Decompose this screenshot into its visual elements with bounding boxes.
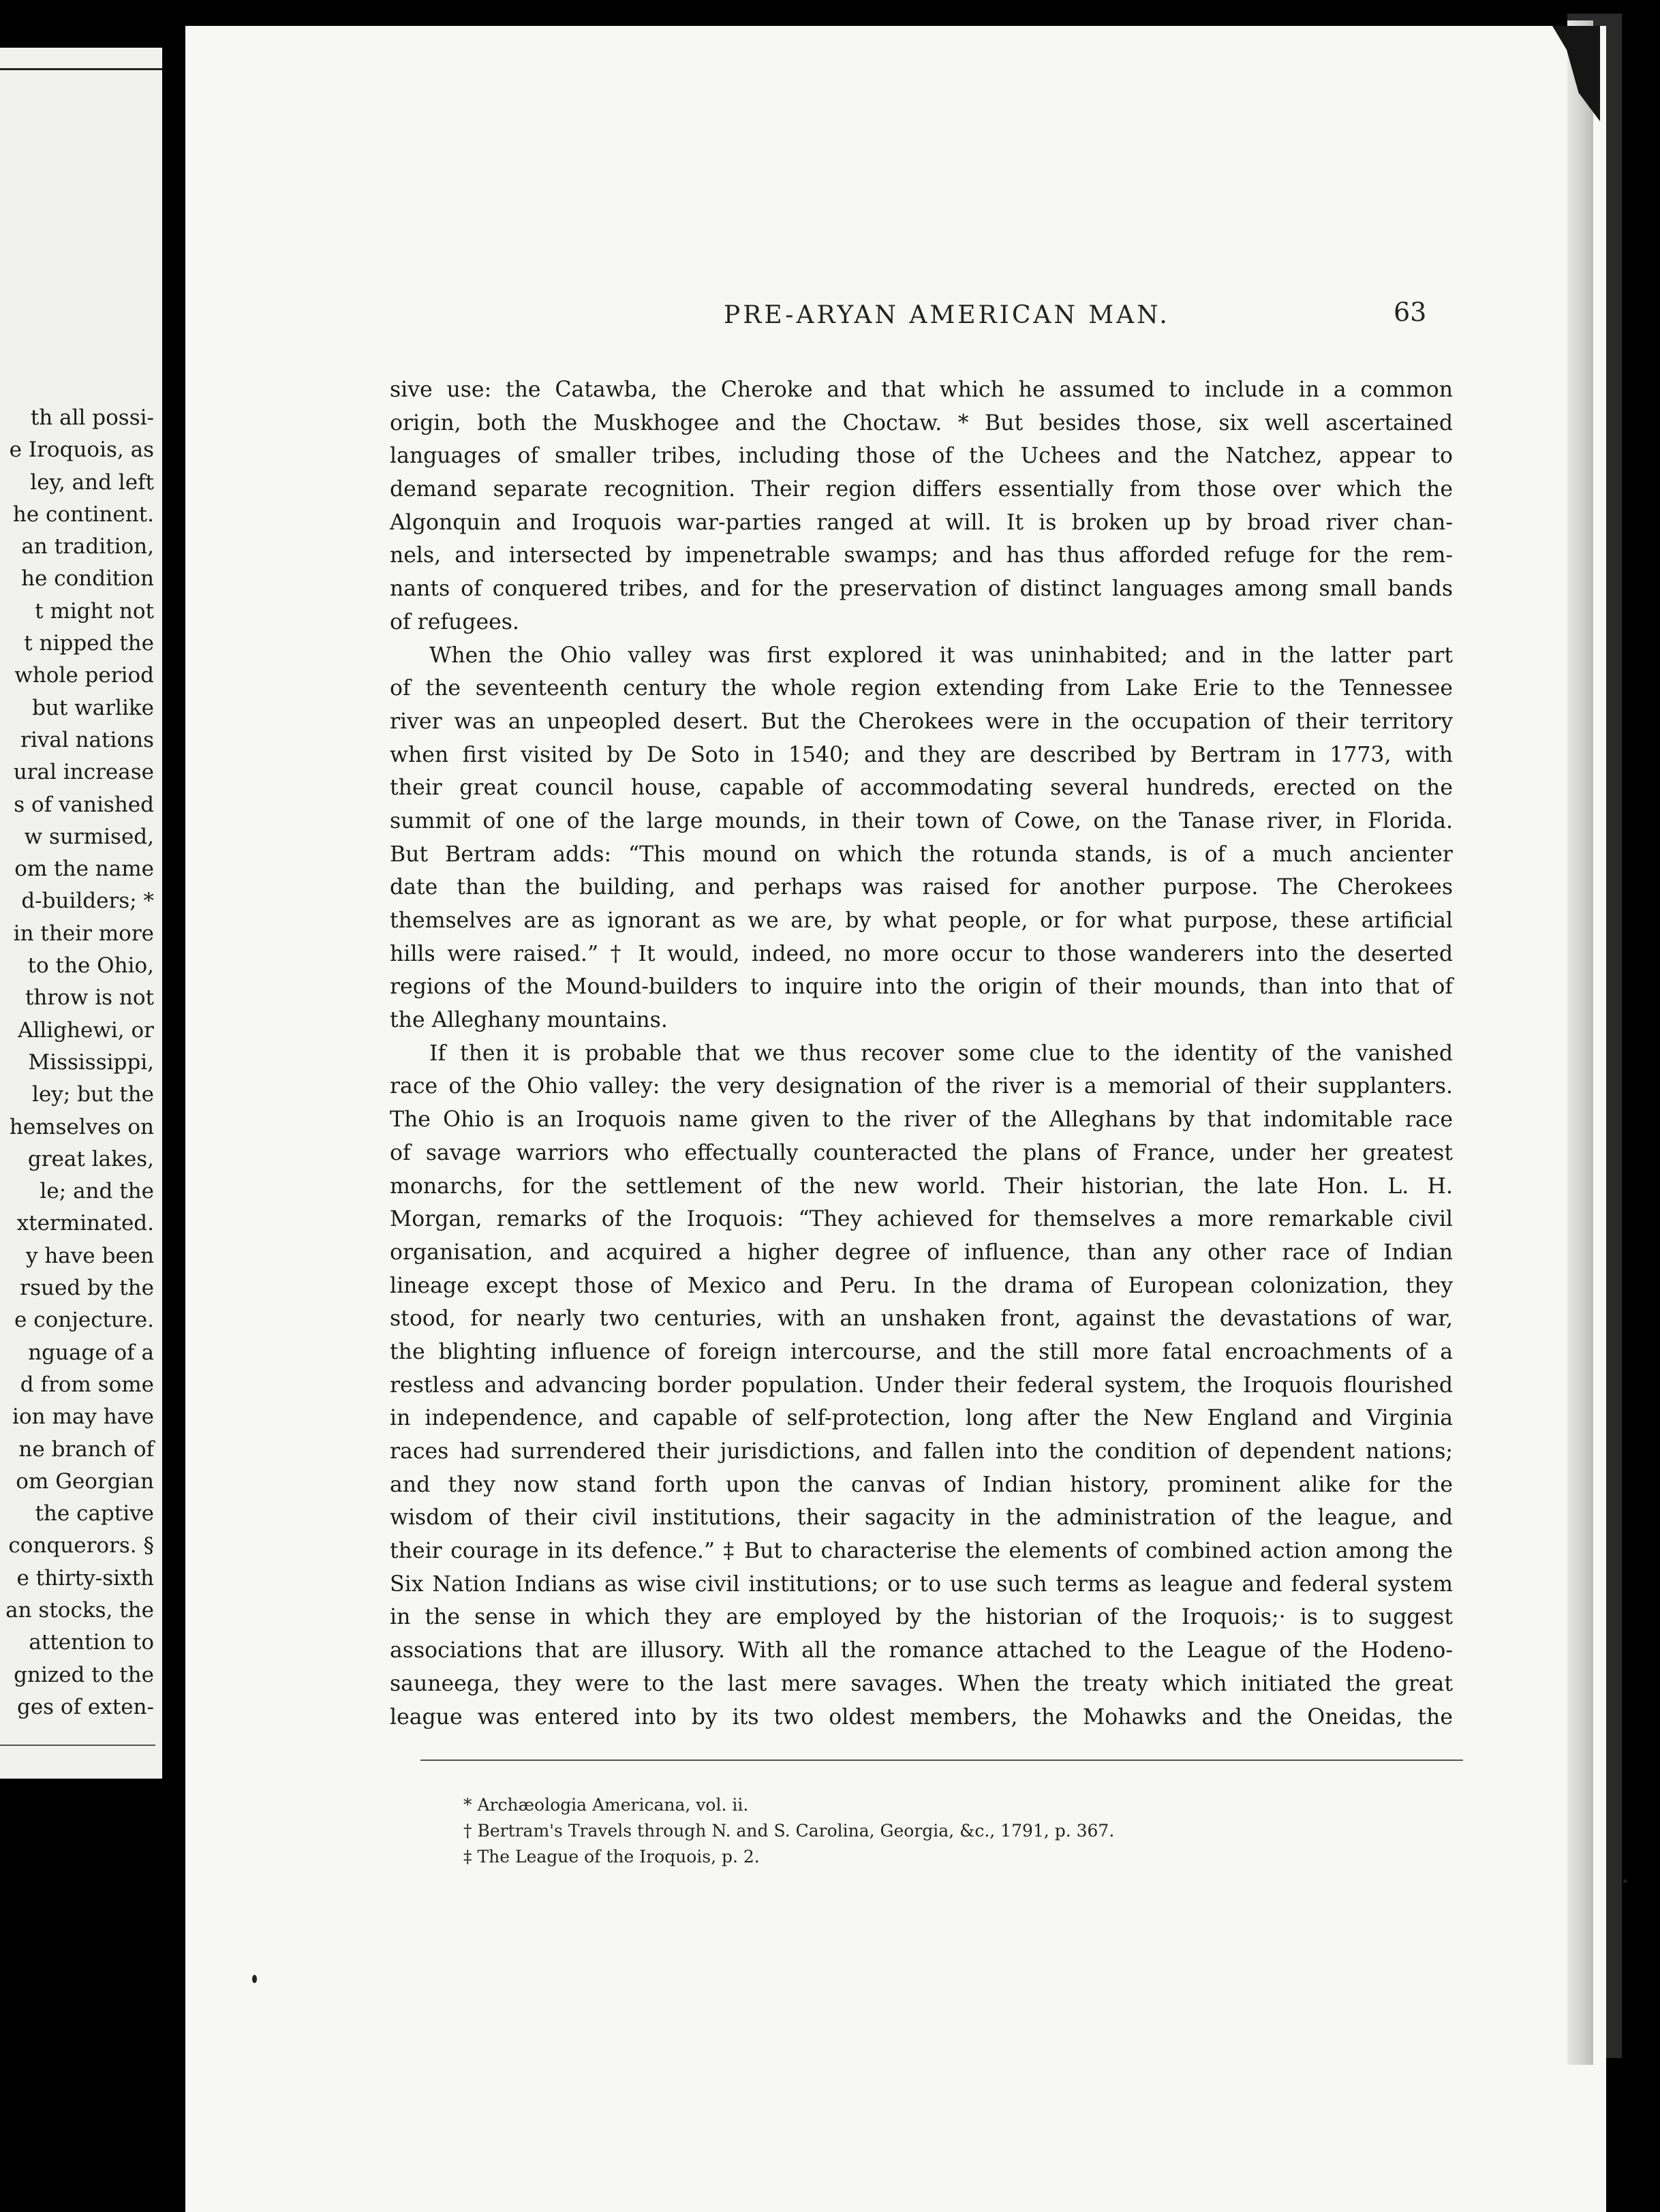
left-page-line: an stocks, the: [5, 1597, 154, 1623]
left-page-line: y have been: [25, 1243, 154, 1268]
text-line: race of the Ohio valley: the very designation of the river is a memorial of their supplanters.: [390, 1074, 1453, 1099]
text-line: stood, for nearly two centuries, with an unshaken front, against the devastations of war,: [390, 1306, 1453, 1332]
left-facing-page: [0, 48, 162, 1779]
left-page-line: d-builders; *: [21, 889, 154, 914]
left-page-line: om the name: [14, 857, 154, 882]
text-line: associations that are illusory. With all the romance attached to the League of the Hodeno-: [390, 1638, 1453, 1663]
left-page-line: great lakes,: [27, 1146, 154, 1171]
text-line: of savage warriors who effectually counteracted the plans of France, under her greatest: [390, 1140, 1453, 1165]
text-line: of the seventeenth century the whole region extending from Lake Erie to the Tennessee: [390, 676, 1453, 701]
left-page-line: d from some: [20, 1372, 154, 1397]
text-line: restless and advancing border population. Under their federal system, the Iroquois flourished: [390, 1372, 1453, 1398]
text-line: nels, and intersected by impenetrable swamps; and has thus afforded refuge for the rem-: [390, 543, 1453, 568]
left-page-line: ley; but the: [32, 1082, 154, 1107]
text-line: monarchs, for the settlement of the new world. Their historian, the late Hon. L. H.: [390, 1173, 1453, 1199]
page-number: 63: [1394, 297, 1427, 327]
left-page-line: w surmised,: [24, 824, 154, 849]
left-page-line: whole period: [14, 663, 154, 688]
left-page-line: attention to: [29, 1630, 154, 1655]
text-line: origin, both the Muskhogee and the Choctaw. * But besides those, six well ascertained: [390, 410, 1453, 435]
left-page-text: [0, 402, 154, 1723]
footnote: † Bertram's Travels through N. and S. Carolina, Georgia, &c., 1791, p. 367.: [463, 1821, 1115, 1841]
text-line: their courage in its defence.” ‡ But to characterise the elements of combined action among the: [390, 1539, 1453, 1564]
ink-speck: [1623, 1879, 1627, 1883]
text-line: their great council house, capable of accommodating several hundreds, erected on the: [390, 775, 1453, 801]
text-line: themselves are as ignorant as we are, by what people, or for what purpose, these artificial: [390, 908, 1453, 933]
text-line: the blighting influence of foreign intercourse, and the still more fatal encroachments of a: [390, 1339, 1453, 1364]
left-page-line: le; and the: [40, 1179, 154, 1204]
left-page-line: he condition: [21, 566, 154, 592]
text-line: lineage except those of Mexico and Peru. In the drama of European colonization, they: [390, 1273, 1453, 1298]
text-line: and they now stand forth upon the canvas of Indian history, prominent alike for the: [390, 1472, 1453, 1497]
footnote-rule: [420, 1760, 1463, 1761]
left-page-line: hemselves on: [9, 1114, 154, 1139]
text-line: If then it is probable that we thus recover some clue to the identity of the vanished: [429, 1041, 1453, 1066]
text-line: the Alleghany mountains.: [390, 1008, 668, 1033]
ink-speck: [252, 1975, 257, 1983]
page-edge-line: [0, 68, 162, 70]
text-line: summit of one of the large mounds, in their town of Cowe, on the Tanase river, in Florida.: [390, 808, 1453, 833]
left-page-line: to the Ohio,: [27, 953, 154, 979]
text-line: league was entered into by its two oldest members, the Mohawks and the Oneidas, the: [390, 1704, 1453, 1730]
text-line: But Bertram adds: “This mound on which the rotunda stands, is of a much ancienter: [390, 842, 1453, 867]
left-page-line: throw is not: [25, 985, 154, 1011]
left-footnote-rule: [0, 1745, 155, 1746]
left-page-line: the captive: [35, 1501, 154, 1526]
left-page-line: he continent.: [12, 502, 154, 527]
text-line: sauneega, they were to the last mere savages. When the treaty which initiated the great: [390, 1671, 1453, 1696]
left-page-line: ne branch of: [18, 1437, 154, 1462]
text-line: wisdom of their civil institutions, their sagacity in the administration of the league, and: [390, 1505, 1453, 1531]
left-page-line: in their more: [13, 921, 154, 946]
left-page-line: ural increase: [13, 760, 154, 785]
left-page-line: nguage of a: [28, 1340, 154, 1365]
text-line: river was an unpeopled desert. But the Cherokees were in the occupation of their territory: [390, 709, 1453, 734]
text-line: The Ohio is an Iroquois name given to the river of the Alleghans by that indomitable race: [390, 1107, 1453, 1133]
text-line: demand separate recognition. Their region differs essentially from those over which the: [390, 477, 1453, 502]
left-page-line: e thirty-sixth: [16, 1565, 154, 1591]
body-text: [390, 373, 1453, 1734]
footnote: * Archæologia Americana, vol. ii.: [463, 1795, 749, 1815]
text-line: of refugees.: [390, 609, 519, 634]
running-head: PRE-ARYAN AMERICAN MAN.: [724, 301, 1170, 329]
text-line: when first visited by De Soto in 1540; and they are described by Bertram in 1773, with: [390, 742, 1453, 767]
left-page-line: rival nations: [20, 727, 154, 752]
text-line: races had surrendered their jurisdictions, and fallen into the condition of dependent nations;: [390, 1439, 1453, 1464]
text-line: languages of smaller tribes, including those of the Uchees and the Natchez, appear to: [390, 444, 1453, 469]
left-page-line: an tradition,: [21, 534, 154, 559]
book-page: [185, 26, 1606, 2212]
left-page-line: but warlike: [32, 695, 154, 720]
page-right-edge: [1567, 20, 1593, 2065]
left-page-line: e Iroquois, as: [9, 437, 154, 463]
text-line: Algonquin and Iroquois war-parties ranged at will. It is broken up by broad river chan-: [390, 510, 1453, 535]
footnotes: [463, 1792, 1114, 1870]
left-page-line: ley, and left: [30, 470, 154, 495]
text-line: Morgan, remarks of the Iroquois: “They achieved for themselves a more remarkable civil: [390, 1207, 1453, 1232]
text-line: sive use: the Catawba, the Cheroke and that which he assumed to include in a common: [390, 378, 1453, 402]
text-line: nants of conquered tribes, and for the preservation of distinct languages among small bands: [390, 577, 1453, 602]
left-page-line: Allighewi, or: [18, 1017, 154, 1043]
text-line: hills were raised.” † It would, indeed, no more occur to those wanderers into the deserted: [390, 941, 1453, 966]
left-page-line: conquerors. §: [8, 1533, 154, 1558]
left-page-line: om Georgian: [16, 1469, 154, 1494]
footnote: ‡ The League of the Iroquois, p. 2.: [463, 1847, 760, 1867]
left-page-line: ion may have: [12, 1404, 154, 1430]
text-line: in the sense in which they are employed by the historian of the Iroquois;· is to suggest: [390, 1605, 1453, 1630]
left-page-line: t might not: [35, 598, 154, 624]
text-line: regions of the Mound-builders to inquire into the origin of their mounds, than into that of: [390, 974, 1453, 1000]
left-page-line: gnized to the: [14, 1662, 154, 1687]
left-page-line: xterminated.: [16, 1211, 154, 1236]
left-page-line: ges of exten-: [16, 1694, 154, 1719]
text-line: organisation, and acquired a higher degree of influence, than any other race of Indian: [390, 1240, 1453, 1265]
left-page-line: t nipped the: [24, 631, 154, 656]
left-page-line: rsued by the: [20, 1276, 154, 1301]
text-line: Six Nation Indians as wise civil institutions; or to use such terms as league and federal system: [390, 1571, 1453, 1597]
text-line: in independence, and capable of self-protection, long after the New England and Virginia: [390, 1406, 1453, 1431]
text-line: date than the building, and perhaps was raised for another purpose. The Cherokees: [390, 875, 1453, 900]
left-page-line: th all possi-: [30, 405, 154, 430]
left-page-line: Mississippi,: [28, 1049, 154, 1075]
left-page-line: e conjecture.: [14, 1308, 154, 1333]
left-page-line: s of vanished: [14, 792, 154, 817]
text-line: When the Ohio valley was first explored it was uninhabited; and in the latter part: [429, 643, 1453, 668]
